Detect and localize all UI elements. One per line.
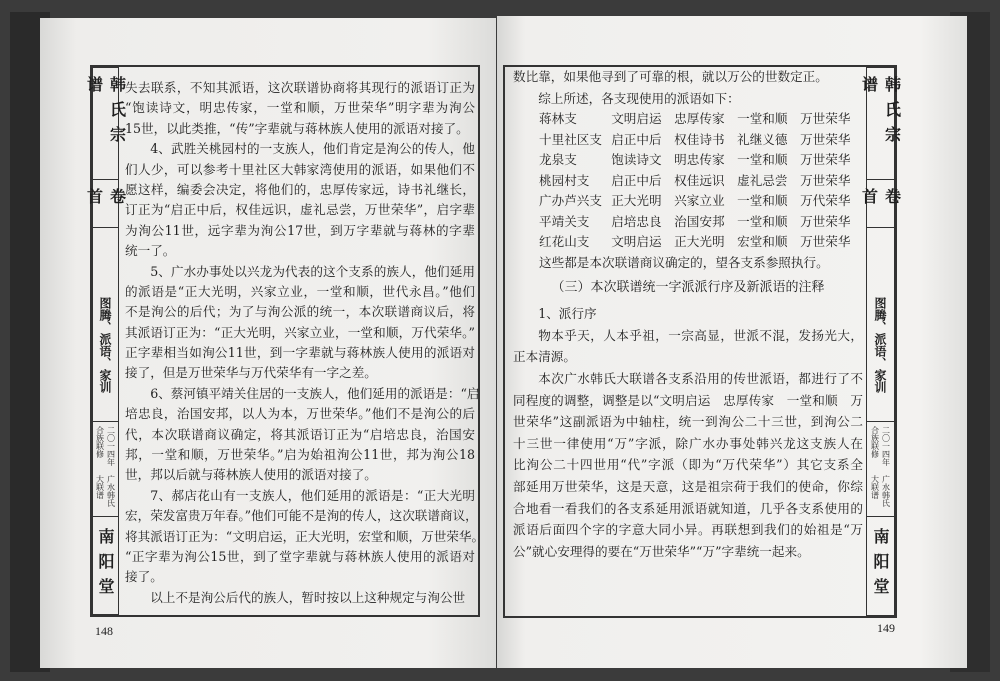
book-title: 韩氏宗谱 (859, 76, 902, 151)
text-line: 1、派行序 (538, 306, 597, 322)
edition-line-1: 广水韩氏大联谱 (95, 474, 116, 507)
text-line: 正字辈相当如洵公11世，到一字辈就与蒋林族人使用的派语对 (125, 345, 475, 361)
text-line: 派语后面四个字的字意大同小异。再联想到我们的始祖是“万 (513, 522, 863, 538)
text-line: 比洵公二十四世用“代”字派（即为“万代荣华”）其它支系全 (513, 457, 863, 473)
text-line: 4、武胜关桃园村的一支族人，他们肯定是洵公的传人，他 (150, 141, 475, 157)
branch-name: 平靖关支 (539, 213, 590, 229)
lineage-phrase: 启培忠良 (611, 213, 662, 229)
lineage-phrase: 礼继义德 (737, 131, 788, 147)
lineage-phrase: 正大光明 (611, 193, 662, 209)
side-column (859, 67, 902, 616)
text-line: 为洵公11世，远字辈为洵公17世，到万字辈就与蒋林的字辈 (125, 222, 475, 238)
lineage-phrase: 文明启运 (611, 111, 662, 127)
text-line: 统一了。 (125, 243, 176, 259)
text-line: 失去联系，不知其派语，这次联谱协商将其现行的派语订正为 (125, 80, 475, 95)
lineage-phrase: 启正中后 (611, 131, 662, 147)
text-line: 正本清源。 (513, 349, 576, 365)
volume-label: 卷首 (84, 188, 127, 213)
page-number: 149 (877, 621, 895, 635)
text-line: 订正为“启正中后，权佳远识，虚礼忌尝，万世荣华”，启字辈 (125, 202, 475, 218)
text-line: 数比靠，如果他寻到了可靠的根，就以万公的世数定正。 (513, 69, 828, 84)
table-row (513, 191, 863, 212)
lineage-phrase: 万代荣华 (800, 193, 851, 209)
text-line: 宏，荣发富贵万年春。”他们可能不是洵的传人，这次联谱商议， (125, 508, 478, 524)
text-line: 接了，但是万世荣华与万代荣华有一字之差。 (125, 365, 377, 381)
branch-name: 龙泉支 (539, 152, 577, 168)
section-heading: （三）本次联谱统一字派派行序及新派语的注释 (551, 280, 825, 296)
text-line: 代，本次联谱商议确定，将其派语订正为“启培忠良，治国安 (125, 426, 475, 442)
branch-name: 蒋林支 (539, 111, 577, 127)
branch-name: 广办芦兴支 (539, 193, 602, 209)
lineage-phrase: 虚礼忌尝 (737, 172, 788, 188)
lineage-phrase: 正大光明 (674, 234, 725, 250)
lineage-phrase: 权佳诗书 (674, 131, 725, 147)
right-page (497, 16, 967, 668)
branch-name: 十里社区支 (539, 131, 602, 147)
section-label: 图腾、派语、家训 (873, 296, 887, 393)
text-line: 以上不是洵公后代的族人，暂时按以上这种规定与洵公世 (150, 589, 466, 605)
text-line: 部延用万世荣华，这是天意，这是祖宗荷于我们的使命，你综 (513, 478, 863, 494)
text-line: 5、广水办事处以兴龙为代表的这个支系的族人，他们延用 (150, 263, 475, 279)
lineage-phrase: 万世荣华 (800, 172, 851, 188)
edition-line-2: 二〇一四年合族联修 (95, 425, 116, 466)
hall-name: 南阳堂 (96, 527, 115, 603)
lineage-phrase: 万世荣华 (800, 234, 851, 250)
side-column (84, 67, 127, 615)
table-row (513, 171, 863, 192)
table-note: 这些都是本次联谱商议确定的，望各支系参照执行。 (539, 254, 829, 270)
edition-line-2: 二〇一四年合族联修 (870, 425, 891, 466)
lineage-phrase: 忠厚传家 (674, 111, 725, 127)
right-page-body (513, 66, 863, 562)
text-line: “饱读诗文，明忠传家，一堂和顺，万世荣华”明字辈为洵公 (125, 100, 475, 116)
text-line: 合地看一看我们的各支系延用派语就知道，几乎各支系使用的 (513, 500, 863, 516)
table-row (513, 130, 863, 151)
text-line: “正字辈为洵公15世，到了堂字辈就与蒋林族人使用的派语对 (125, 548, 475, 564)
text-line: 们人少，可以参考十里社区大韩家湾使用的派语，如果他们不 (125, 161, 475, 177)
text-line: 接了。 (125, 569, 163, 585)
text-line: 将其派语订正为：“文明启运，正大光明，宏堂和顺，万世荣华。 (125, 528, 485, 544)
branch-name: 红花山支 (539, 234, 590, 250)
lineage-phrase: 一堂和顺 (737, 152, 788, 168)
text-line: 愿这样，编委会决定，将他们的，忠厚传家远，诗书礼继长， (125, 181, 475, 197)
text-line: 6、蔡河镇平靖关住居的一支族人，他们延用的派语是：“启 (150, 385, 480, 401)
text-line: 不是洵公的后代；为了与洵公派的统一，本次联谱商议后，将 (125, 304, 475, 320)
section-label: 图腾、派语、家训 (98, 296, 112, 393)
book-title: 韩氏宗谱 (84, 76, 127, 151)
text-line: 综上所述，各支现使用的派语如下： (538, 90, 740, 106)
hall-name: 南阳堂 (871, 528, 890, 604)
text-line: 邦，一堂和顺，万世荣华。”启为始祖洵公11世，邦为洵公18 (125, 447, 475, 463)
text-line: 培忠良，治国安邦，以人为本，万世荣华。”他们不是洵公的后 (125, 406, 475, 422)
text-line: 7、郝店花山有一支族人，他们延用的派语是：“正大光明 (150, 487, 475, 503)
lineage-phrase: 权佳远识 (674, 172, 725, 188)
table-row (513, 150, 863, 171)
lineage-phrase: 一堂和顺 (737, 213, 788, 229)
text-line: 同程度的调整，调整是以“文明启运 忠厚传家 一堂和顺 万 (513, 392, 863, 408)
lineage-phrase: 宏堂和顺 (737, 234, 788, 250)
lineage-phrase: 饱读诗文 (611, 152, 662, 168)
text-line: 15世，以此类推，“传”字辈就与蒋林族人使用的派语对接了。 (125, 120, 469, 136)
lineage-phrase: 启正中后 (611, 172, 662, 188)
text-line: 世，邦以后就与蒋林族人使用的派语对接了。 (125, 467, 377, 483)
left-page-body (125, 78, 485, 608)
lineage-phrase: 明忠传家 (674, 152, 725, 168)
lineage-phrase: 万世荣华 (800, 213, 851, 229)
lineage-phrase: 治国安邦 (674, 213, 725, 229)
lineage-phrase: 文明启运 (611, 234, 662, 250)
lineage-phrase: 万世荣华 (800, 152, 851, 168)
text-line: 的派语是“正大光明，兴家立业，一堂和顺，世代永昌。”他们 (125, 283, 475, 299)
volume-label: 卷首 (859, 188, 902, 213)
lineage-phrase: 万世荣华 (800, 111, 851, 127)
edition-line-1: 广水韩氏大联谱 (870, 474, 891, 507)
text-line: 十三世一律使用“万”字派，除广水办事处韩兴龙这支族人在 (513, 435, 863, 451)
text-line: 世荣华”这副派语为中轴柱，统一到洵公二十三世，到洵公二 (513, 414, 863, 430)
table-row (513, 109, 863, 130)
text-line: 物本乎天，人本乎祖，一宗高显，世派不混，发扬光大， (538, 327, 863, 343)
lineage-phrase: 一堂和顺 (737, 193, 788, 209)
lineage-phrase: 兴家立业 (674, 193, 725, 209)
text-line: 本次广水韩氏大联谱各支系沿用的传世派语，都进行了不 (538, 370, 863, 386)
page-number: 148 (95, 624, 113, 638)
lineage-phrase: 万世荣华 (800, 131, 851, 147)
lineage-table (513, 109, 863, 253)
lineage-phrase: 一堂和顺 (737, 111, 788, 127)
text-line: 其派语订正为：“正大光明，兴家立业，一堂和顺，万代荣华。” (125, 324, 475, 340)
branch-name: 桃园村支 (539, 172, 590, 188)
table-row (513, 212, 863, 233)
left-page (40, 18, 496, 668)
table-row (513, 232, 863, 253)
text-line: 公”就心安理得的要在“万世荣华”“万”字辈统一起来。 (513, 543, 810, 559)
